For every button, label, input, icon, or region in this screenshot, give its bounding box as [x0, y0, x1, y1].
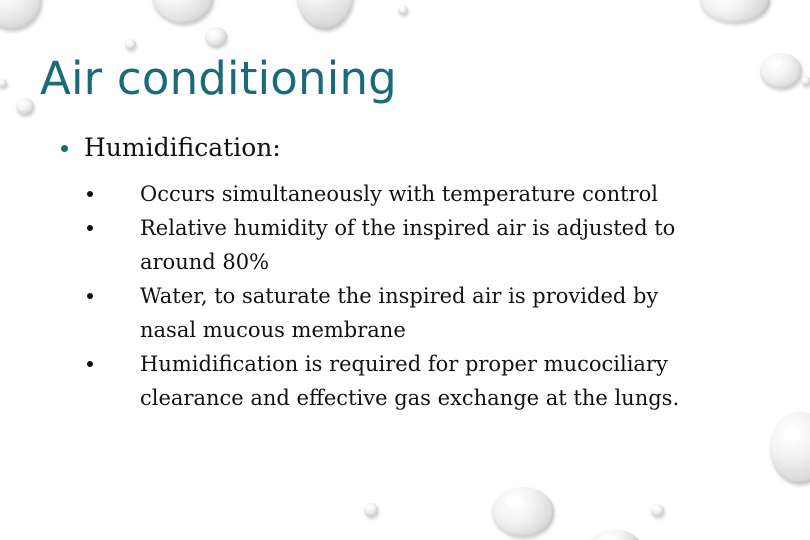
list-item-text: Relative humidity of the inspired air is adjusted to around 80%: [140, 216, 676, 274]
water-drop-icon: [0, 79, 7, 88]
bullet-dot-icon: [87, 191, 93, 197]
bullet-dot-icon: [87, 225, 93, 231]
water-drop-icon: [205, 27, 227, 47]
bullet-list: [60, 133, 780, 415]
water-drop-icon: [296, 0, 354, 30]
list-item: [84, 347, 714, 415]
list-item: [84, 211, 714, 279]
water-drop-icon: [152, 0, 214, 24]
water-drop-icon: [760, 53, 802, 89]
water-drop-icon: [492, 487, 554, 537]
water-drop-icon: [651, 504, 664, 517]
list-item: [84, 279, 714, 347]
water-drop-icon: [364, 503, 378, 517]
bullet-dot-icon: [61, 145, 68, 152]
list-item-text: Occurs simultaneously with temperature control: [140, 182, 658, 206]
sub-bullet-list: [84, 177, 714, 415]
water-drop-icon: [700, 0, 770, 23]
water-drop-icon: [398, 5, 408, 15]
list-item-label: Humidification:: [84, 133, 281, 162]
list-item-text: Humidification is required for proper mucociliary clearance and effective gas exchange at the lungs.: [140, 352, 680, 410]
list-item: [84, 177, 714, 211]
slide-title: Air conditioning: [40, 52, 397, 105]
water-drop-icon: [0, 0, 42, 30]
water-drop-icon: [590, 530, 640, 540]
bullet-dot-icon: [87, 293, 93, 299]
list-item-humidification: [60, 133, 780, 415]
water-drop-icon: [801, 76, 810, 86]
bullet-dot-icon: [87, 361, 93, 367]
water-drop-icon: [125, 39, 136, 50]
list-item-text: Water, to saturate the inspired air is provided by nasal mucous membrane: [140, 284, 659, 342]
water-drop-icon: [770, 412, 810, 484]
water-drop-icon: [16, 98, 34, 115]
